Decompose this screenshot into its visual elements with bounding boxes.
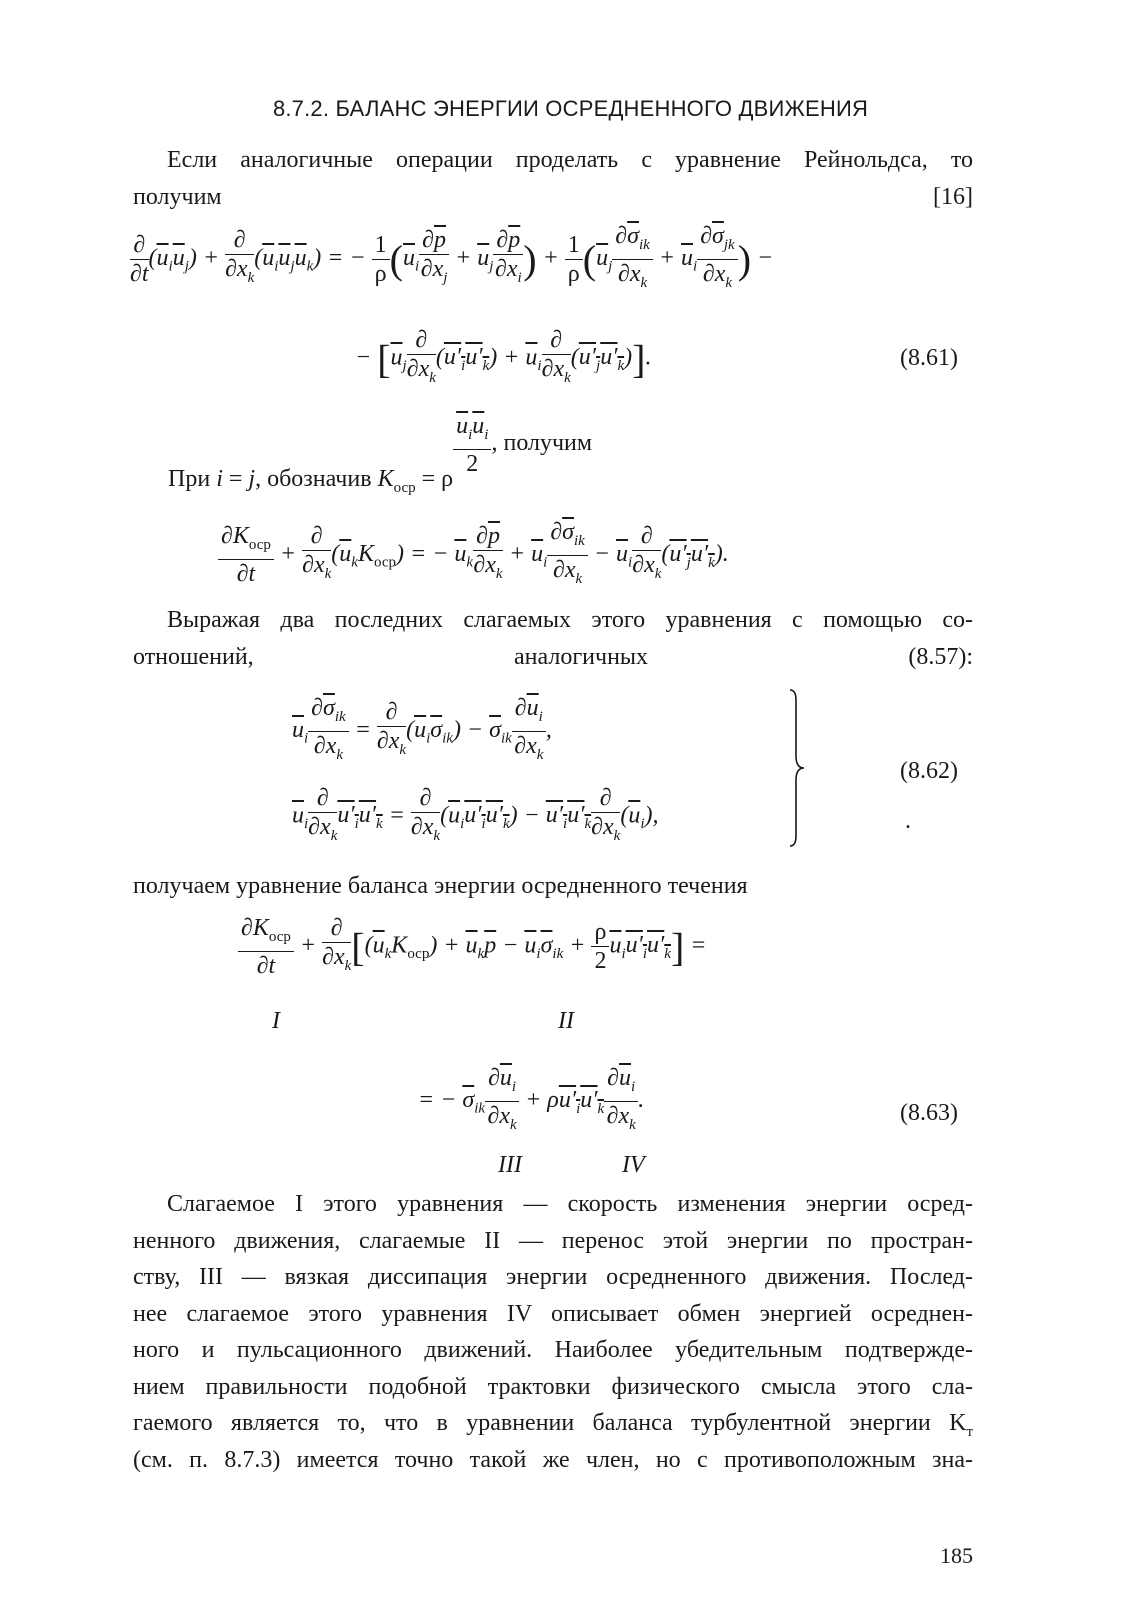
equation-k-balance: $\frac{\partial K_{оср}}{\partial t}$ + $\frac{\partial}{\partial x_k}$ $(\overline{u}_kK_{оср})$ = − $\overline{u}_k$ $\frac{\partial\overline{p}}{\partial x_k}$ + $\overline{u}_i$ $\frac{\partial\overline{\sigma}_{ik}}{\partial x_k}$ − $\overline{u}_i$ $\frac{\partial}{\partial x_k}$ $(u'_ju'_k)$. [218, 518, 729, 593]
intro-line-2: получим [16] [133, 183, 973, 210]
final-line-3: ству, III — вязкая диссипация энергии осредненного движения. Послед- [133, 1264, 973, 1290]
paragraph-2 [133, 602, 973, 675]
final-line-1: Слагаемое I этого уравнения — скорость изменения энергии осред- [167, 1191, 973, 1217]
final-line-8: (см. п. 8.7.3) имеется точно такой же член, но с противоположным зна- [133, 1446, 973, 1473]
paragraph-3-line-1: получаем уравнение баланса энергии осредненного течения [133, 873, 748, 899]
equation-8-61-line-1: $\frac{\partial}{\partial t}$ $(\overline{u}_i\overline{u}_j)$ + $\frac{\partial}{\partial x_k}$ $(\overline{u}_i\overline{u}_j\overline{u}_k)$ = − $\frac{1}{\rho}$ ($\overline{u}_i$ $\frac{\partial\overline{p}}{\partial x_j}$ + $\overline{u}_j$ $\frac{\partial\overline{p}}{\partial x_i}$ ) + $\frac{1}{\rho}$ ($\overline{u}_j$ $\frac{\partial\overline{\sigma}_{ik}}{\partial x_k}$ + $\overline{u}_i$ $\frac{\partial\overline{\sigma}_{jk}}{\partial x_k}$ ) − [130, 223, 774, 291]
term-label-i: I [272, 1008, 280, 1034]
term-label-iii: III [498, 1152, 522, 1178]
final-line-7 [133, 1405, 973, 1442]
final-line-5: ного и пульсационного движений. Наиболее убедительным подтвержде- [133, 1337, 973, 1363]
trailing-dot: . [905, 808, 911, 834]
page-number: 185 [940, 1543, 973, 1568]
equation-8-61-line-2: − [$\overline{u}_j$ $\frac{\partial}{\partial x_k}$ $(u'_iu'_k) + \overline{u}_i$ $\frac{\partial}{\partial x_k}$ $(u'_ju'_k)$]. [355, 327, 652, 386]
equation-8-62-line-1: $\overline{u}_i$ $\frac{\partial\overline{\sigma}_{ik}}{\partial x_k}$ = $\frac{\partial}{\partial x_k}$ $(\overline{u}_i\overline{\sigma}_{ik}) - \overline{\sigma}_{ik}$ $\frac{\partial\overline{u}_i}{\partial x_k}$ , [292, 695, 552, 763]
paragraph-2-line-1: Выражая два последних слагаемых этого уравнения с помощью со- [167, 607, 973, 633]
final-line-6: нием правильности подобной трактовки физического смысла этого сла- [133, 1373, 973, 1400]
kt-subscript: т [966, 1423, 973, 1440]
final-line-2: ненного движения, слагаемые II — перенос этой энергии по простран- [133, 1227, 973, 1254]
intro-line-1: Если аналогичные операции проделать с уравнение Рейнольдса, то [167, 147, 973, 173]
equation-number-8-62: (8.62) [900, 758, 958, 784]
final-paragraph [133, 1186, 973, 1478]
final-line-4: нее слагаемое этого уравнения IV описывает обмен энергией осреднен- [133, 1300, 973, 1327]
equation-8-63-line-1: $\frac{\partial K_{оср}}{\partial t}$ + $\frac{\partial}{\partial x_k}$ [$(\overline{u}_kK_{оср}) + \overline{u}_k\overline{p} - \overline{u}_i\overline{\sigma}_{ik}$ + $\frac{\rho}{2}$ $\overline{u}_iu'_iu'_k$] = [238, 914, 706, 980]
equation-8-63-line-2: = − $\overline{\sigma}_{ik}$ $\frac{\partial\overline{u}_i}{\partial x_k}$ + $\rho u'_iu'_k$ $\frac{\partial\overline{u}_i}{\partial x_k}$ . [418, 1065, 645, 1133]
definition-line: При i = j, обозначив $K_{оср} = \rho$ $\frac{\overline{u}_i\overline{u}_i}{2}$ , получим [168, 413, 593, 497]
equation-number-8-63: (8.63) [900, 1100, 958, 1126]
paragraph-3 [133, 868, 973, 905]
equation-8-62-line-2: $\overline{u}_i$ $\frac{\partial}{\partial x_k}$ $u'_iu'_k$ = $\frac{\partial}{\partial x_k}$ $(\overline{u}_iu'_iu'_k) - u'_iu'_k$ $\frac{\partial}{\partial x_k}$ $(\overline{u}_i)$, [292, 785, 659, 844]
intro-paragraph [133, 142, 973, 215]
term-label-ii: II [558, 1008, 574, 1034]
section-heading: 8.7.2. БАЛАНС ЭНЕРГИИ ОСРЕДНЕННОГО ДВИЖЕНИЯ [272, 96, 869, 121]
paragraph-2-line-2: отношений, аналогичных (8.57): [133, 643, 973, 670]
right-brace [788, 688, 808, 848]
final-line-7-text: гаемого является то, что в уравнении баланса турбулентной энергии K [133, 1410, 967, 1436]
term-label-iv: IV [622, 1152, 645, 1178]
equation-number-8-61: (8.61) [900, 345, 958, 371]
